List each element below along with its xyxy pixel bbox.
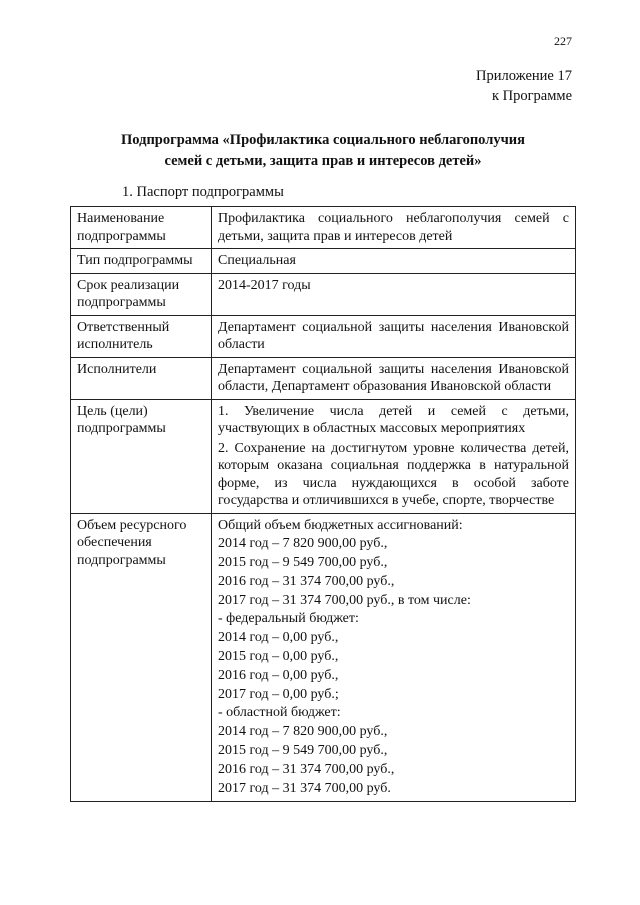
funding-line: 2016 год – 31 374 700,00 руб., xyxy=(218,761,395,777)
table-row xyxy=(71,399,576,513)
funding-line: 2017 год – 0,00 руб.; xyxy=(218,686,339,702)
page-number: 227 xyxy=(554,34,572,48)
row-label: Ответственный исполнитель xyxy=(71,315,212,357)
table-row xyxy=(71,207,576,249)
document-title xyxy=(70,130,576,172)
subprogram-name-value: Профилактика социального неблагополучия семей с детьми, защита прав и интересов детей xyxy=(218,211,569,244)
goal-item: 2. Сохранение на достигнутом уровне количества детей, которым оказана социальная поддержка в натуральной форме, из числа нуждающихся в особой заботе государства и отличившихся в учебе, спорте, творчестве xyxy=(218,440,569,508)
funding-line: - федеральный бюджет: xyxy=(218,611,359,627)
row-label: Объем ресурсного обеспечения подпрограммы xyxy=(71,513,212,802)
section-heading: 1. Паспорт подпрограммы xyxy=(122,184,284,200)
appendix-line: Приложение 17 xyxy=(476,68,572,84)
title-line: Подпрограмма «Профилактика социального неблагополучия xyxy=(121,132,525,148)
row-label: Наименование подпрограммы xyxy=(71,207,212,249)
table-row xyxy=(71,315,576,357)
funding-line: 2014 год – 7 820 900,00 руб., xyxy=(218,536,388,552)
executors-value: Департамент социальной защиты населения Ивановской области, Департамент образования Ивановской области xyxy=(218,361,569,394)
goal-item: 1. Увеличение числа детей и семей с детьми, участвующих в областных массовых мероприятиях xyxy=(218,403,569,436)
funding-line: 2015 год – 0,00 руб., xyxy=(218,649,339,665)
funding-line: 2017 год – 31 374 700,00 руб., в том числе: xyxy=(218,592,471,608)
row-value xyxy=(212,207,576,249)
funding-line: - областной бюджет: xyxy=(218,705,341,721)
row-label: Тип подпрограммы xyxy=(71,249,212,274)
funding-line: 2015 год – 9 549 700,00 руб., xyxy=(218,743,388,759)
row-label: Цель (цели) подпрограммы xyxy=(71,399,212,513)
row-value xyxy=(212,315,576,357)
table-row xyxy=(71,249,576,274)
table-row xyxy=(71,357,576,399)
funding-line: 2017 год – 31 374 700,00 руб. xyxy=(218,780,391,796)
passport-table xyxy=(70,206,576,802)
row-value: Специальная xyxy=(212,249,576,274)
funding-line: 2016 год – 31 374 700,00 руб., xyxy=(218,573,395,589)
table-row xyxy=(71,513,576,802)
row-value: 2014-2017 годы xyxy=(212,273,576,315)
title-line: семей с детьми, защита прав и интересов детей» xyxy=(164,153,482,169)
responsible-value: Департамент социальной защиты населения Ивановской области xyxy=(218,319,569,352)
funding-line: Общий объем бюджетных ассигнований: xyxy=(218,517,463,533)
funding-line: 2016 год – 0,00 руб., xyxy=(218,667,339,683)
row-value xyxy=(212,513,576,802)
funding-line: 2014 год – 0,00 руб., xyxy=(218,630,339,646)
funding-line: 2015 год – 9 549 700,00 руб., xyxy=(218,555,388,571)
row-value xyxy=(212,399,576,513)
appendix-reference xyxy=(476,66,572,106)
table-row xyxy=(71,273,576,315)
row-label: Срок реализации подпрограммы xyxy=(71,273,212,315)
appendix-line: к Программе xyxy=(491,88,572,104)
funding-line: 2014 год – 7 820 900,00 руб., xyxy=(218,724,388,740)
row-label: Исполнители xyxy=(71,357,212,399)
row-value xyxy=(212,357,576,399)
